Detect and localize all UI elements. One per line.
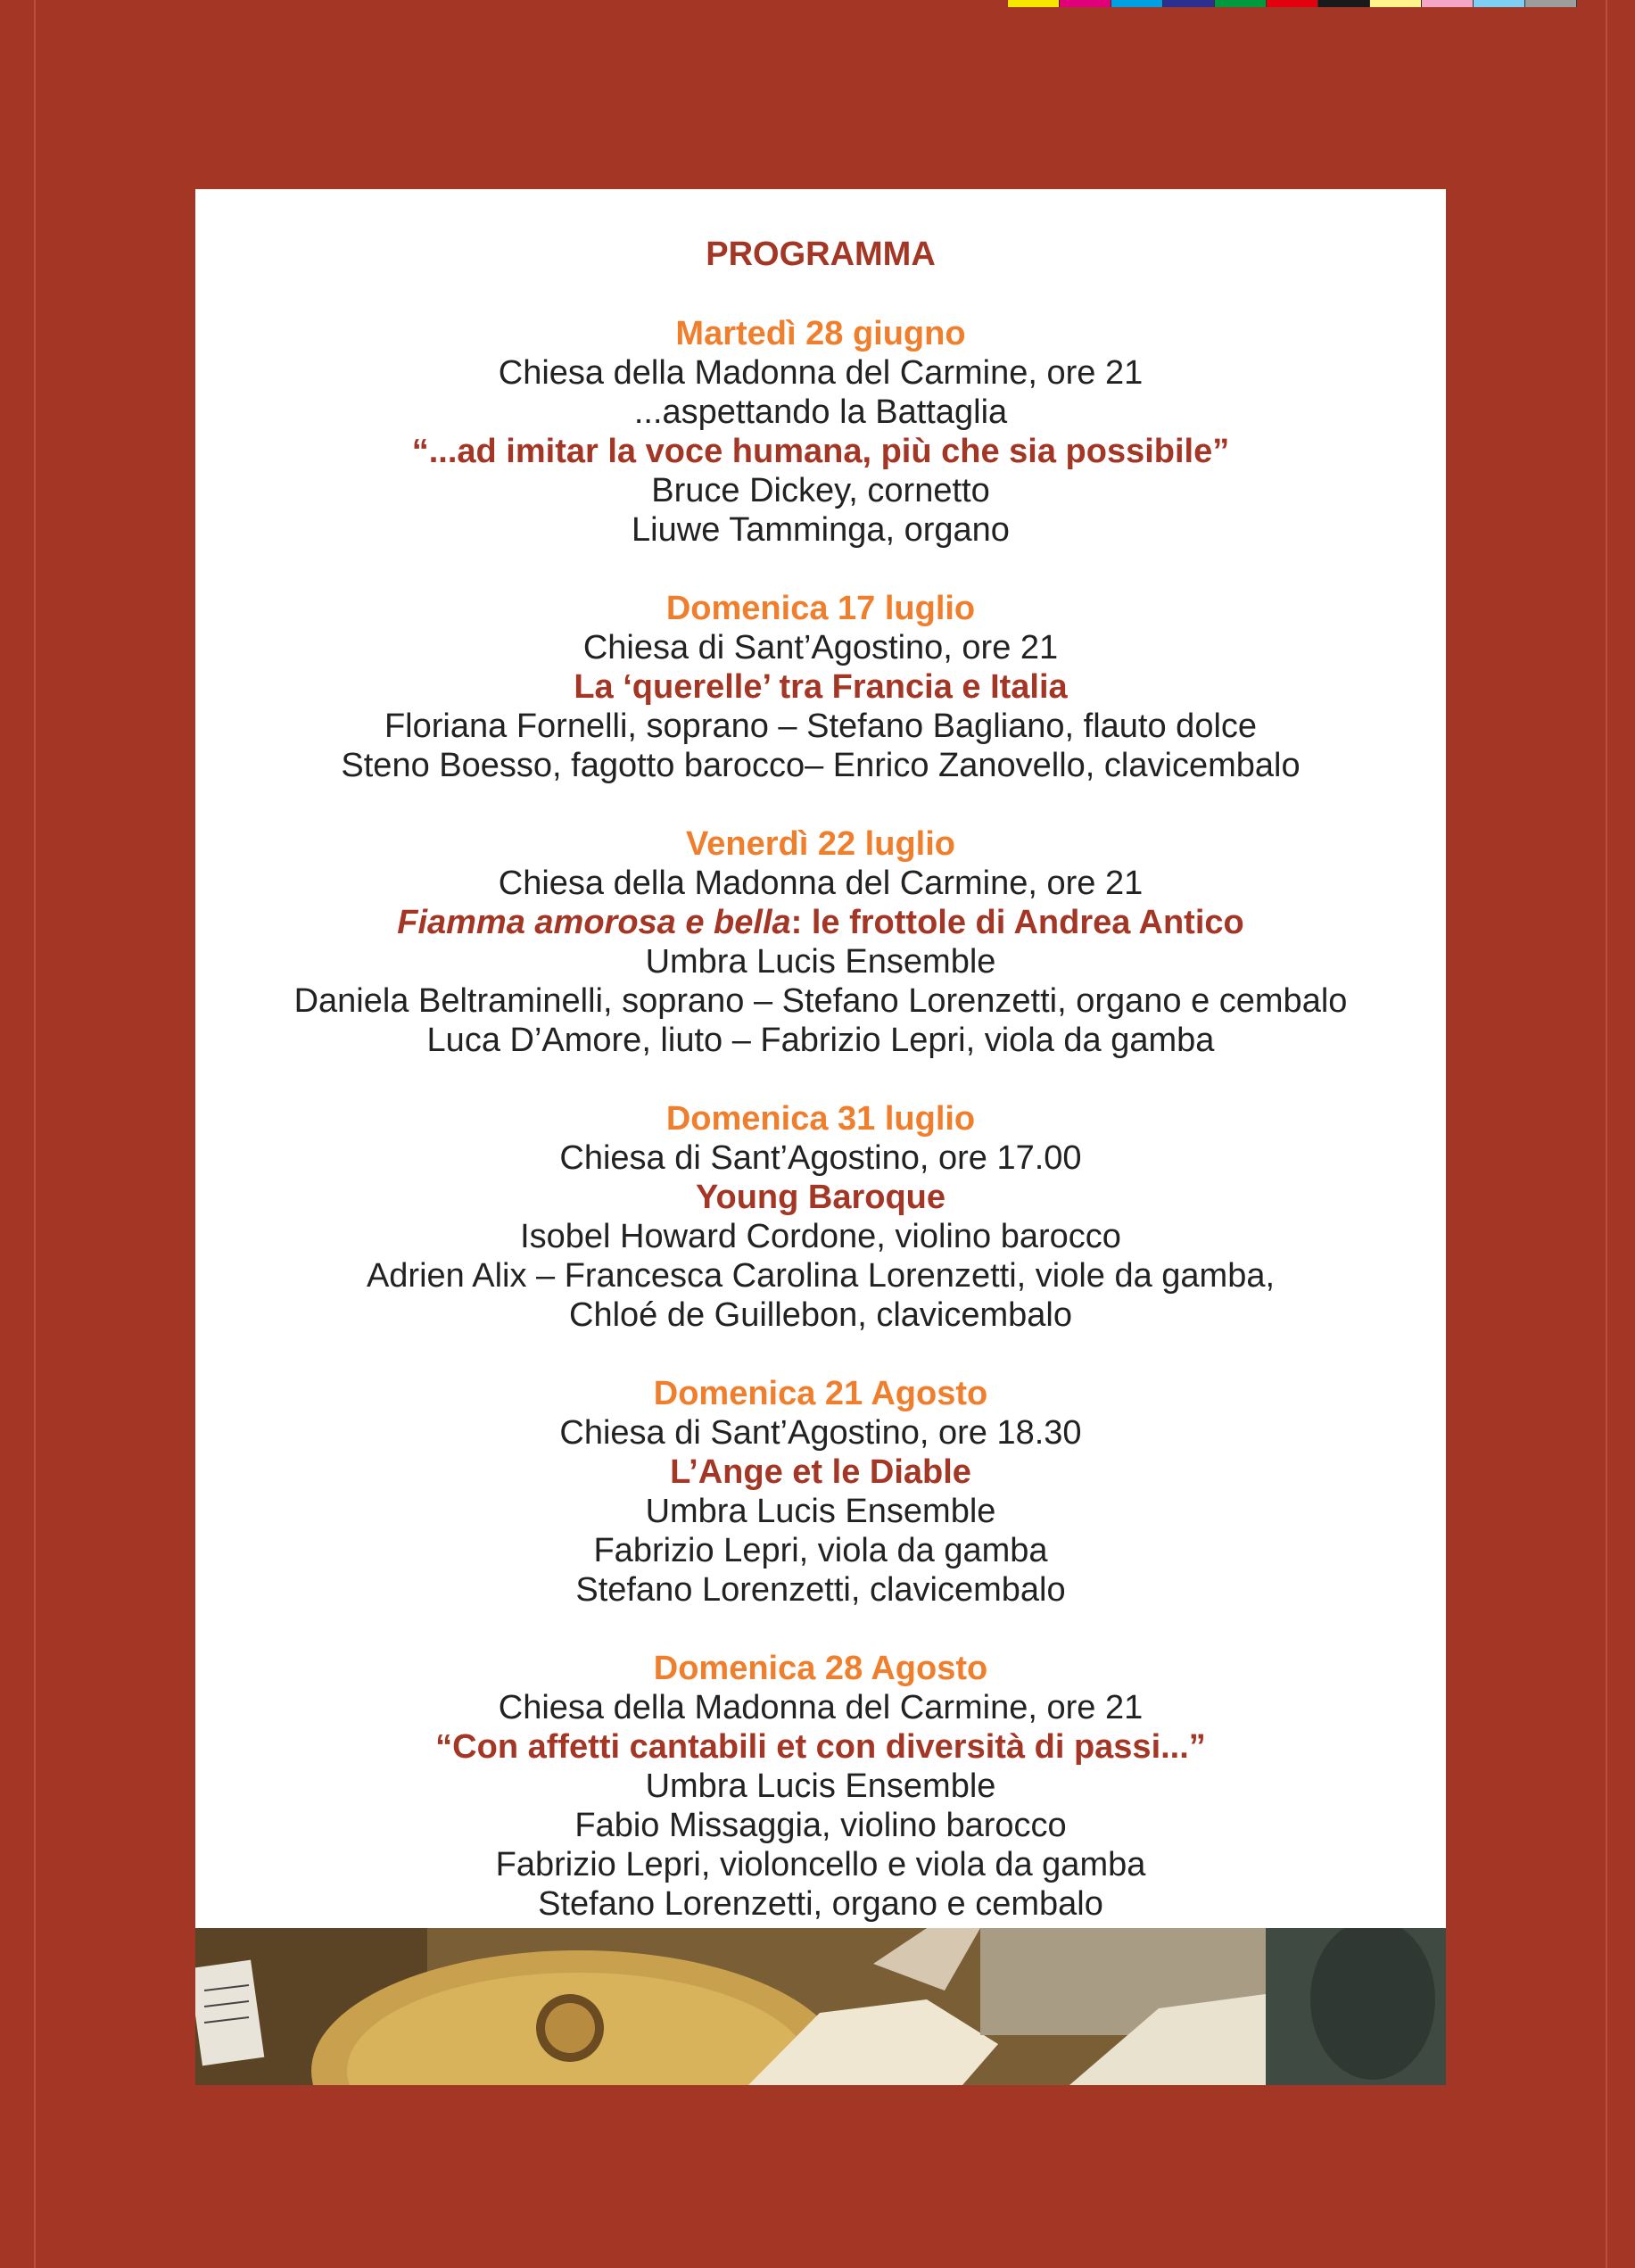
event-1 [195, 314, 1446, 550]
event-performer: Bruce Dickey, cornetto [651, 472, 990, 509]
color-swatch [1370, 0, 1422, 7]
event-performer: Luca D’Amore, liuto – Fabrizio Lepri, viola da gamba [426, 1022, 1215, 1059]
event-title: “...ad imitar la voce humana, più che sia possibile” [411, 433, 1230, 470]
event-performer: Isobel Howard Cordone, violino barocco [520, 1218, 1121, 1255]
event-performer: Liuwe Tamminga, organo [632, 511, 1010, 549]
event-venue: Chiesa di Sant’Agostino, ore 17.00 [559, 1139, 1082, 1177]
event-date: Domenica 21 Agosto [653, 1375, 988, 1412]
event-venue: Chiesa della Madonna del Carmine, ore 21 [498, 354, 1144, 392]
color-swatch [1422, 0, 1474, 7]
program-panel [195, 189, 1446, 2085]
event-5 [195, 1374, 1446, 1610]
crop-mark-left [34, 0, 36, 2268]
event-performer: Umbra Lucis Ensemble [645, 943, 996, 981]
event-performer: Umbra Lucis Ensemble [645, 1767, 996, 1805]
event-date: Venerdì 22 luglio [686, 825, 955, 863]
lute-painting-image [195, 1928, 1446, 2085]
program-heading: PROGRAMMA [706, 236, 936, 273]
event-performer: Stefano Lorenzetti, organo e cembalo [538, 1885, 1103, 1923]
color-swatch [1474, 0, 1525, 7]
event-performer: Floriana Fornelli, soprano – Stefano Bagliano, flauto dolce [384, 708, 1258, 745]
event-date: Domenica 28 Agosto [653, 1650, 988, 1687]
event-2 [195, 589, 1446, 785]
program-content [195, 234, 1446, 1963]
event-performer: Chloé de Guillebon, clavicembalo [569, 1296, 1072, 1334]
event-date: Martedì 28 giugno [675, 315, 966, 352]
event-venue: Chiesa della Madonna del Carmine, ore 21 [498, 865, 1144, 902]
crop-mark-right [1606, 0, 1607, 2268]
event-venue: Chiesa della Madonna del Carmine, ore 21 [498, 1689, 1144, 1726]
color-swatch [1008, 0, 1060, 7]
event-performer: Adrien Alix – Francesca Carolina Lorenzetti, viole da gamba, [366, 1257, 1276, 1295]
event-title-rest: : le frottole di Andrea Antico [790, 904, 1244, 941]
color-swatch [1111, 0, 1163, 7]
color-swatch [1267, 0, 1318, 7]
event-date: Domenica 17 luglio [665, 590, 976, 627]
event-performer: Fabrizio Lepri, viola da gamba [593, 1532, 1048, 1569]
event-venue: Chiesa di Sant’Agostino, ore 18.30 [559, 1414, 1082, 1452]
event-performer: Steno Boesso, fagotto barocco– Enrico Zanovello, clavicembalo [341, 747, 1301, 784]
event-title-italic: Fiamma amorosa e bella [397, 904, 791, 941]
color-swatch [1163, 0, 1215, 7]
print-color-bar [1008, 0, 1577, 7]
event-performer: Umbra Lucis Ensemble [645, 1493, 996, 1530]
event-date: Domenica 31 luglio [665, 1100, 976, 1138]
event-performer: Fabrizio Lepri, violoncello e viola da gamba [495, 1846, 1146, 1883]
event-title [195, 903, 1446, 942]
event-6 [195, 1649, 1446, 1924]
event-4 [195, 1099, 1446, 1335]
event-title: L’Ange et le Diable [670, 1453, 971, 1491]
color-swatch [1525, 0, 1577, 7]
color-swatch [1215, 0, 1267, 7]
color-swatch [1318, 0, 1370, 7]
event-3 [195, 824, 1446, 1060]
event-performer: Fabio Missaggia, violino barocco [574, 1807, 1067, 1844]
event-venue: Chiesa di Sant’Agostino, ore 21 [582, 629, 1059, 666]
event-performer: Stefano Lorenzetti, clavicembalo [575, 1571, 1066, 1609]
event-title: “Con affetti cantabili et con diversità di passi...” [435, 1728, 1206, 1766]
event-performer: Daniela Beltraminelli, soprano – Stefano Lorenzetti, organo e cembalo [293, 982, 1348, 1020]
event-subtitle: ...aspettando la Battaglia [633, 393, 1008, 431]
color-swatch [1060, 0, 1111, 7]
event-title: Young Baroque [695, 1179, 946, 1216]
event-title: La ‘querelle’ tra Francia e Italia [574, 668, 1068, 706]
